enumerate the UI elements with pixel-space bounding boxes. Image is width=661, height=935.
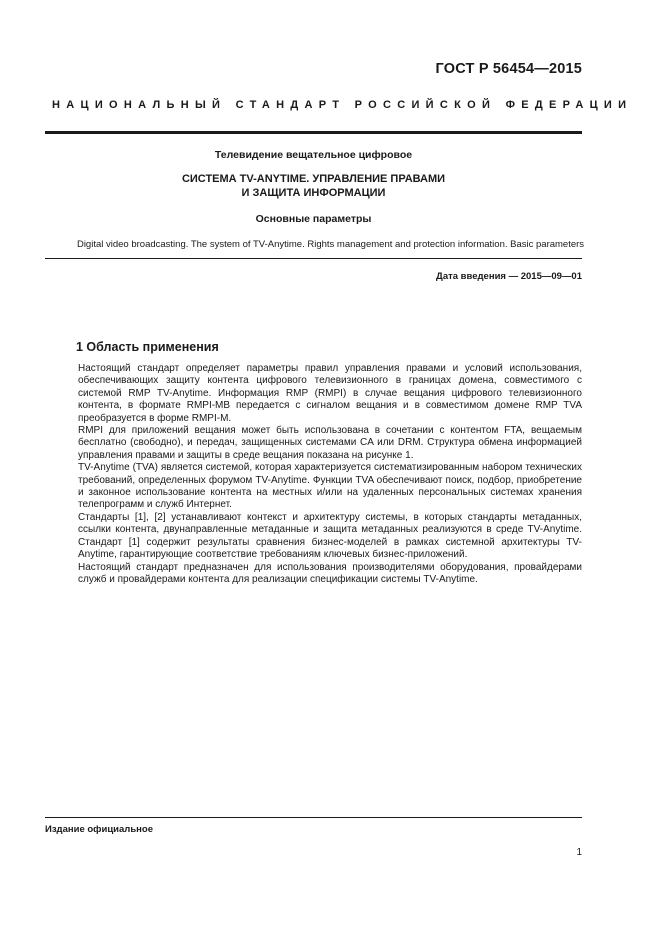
title-rule [45,258,582,259]
introduction-date: Дата введения — 2015—09—01 [436,271,582,282]
standard-number: ГОСТ Р 56454—2015 [435,61,582,77]
paragraph: Стандарты [1], [2] устанавливают контекст и архитектуру системы, в которых стандарты метаданных, ссылки контента, двунаправленные метаданные и защита метаданных реализуются в среде TV-Anytime. Стандарт [1] содержит результаты сравнения бизнес-моделей в рамках системной архитектуры TV-Anytime, гарантирующие соответствие требованиям ключевых бизнес-приложений. [78,511,582,561]
document-title [45,172,582,200]
basic-parameters-title: Основные параметры [255,213,372,225]
footer-rule [45,817,582,818]
section-heading: 1 Область применения [76,340,219,354]
section-body [78,363,582,586]
paragraph: TV-Anytime (TVA) является системой, которая характеризуется систематизированным набором технических требований, определенных форумом TV-Anytime. Функции TVA обеспечивают поиск, подбор, приобретение и законное использование контента на местных и/или на удаленных персональных системах хранения телепрограмм и служб Интернет. [78,462,582,511]
page-number: 1 [576,847,582,858]
document-title-line-2: И ЗАЩИТА ИНФОРМАЦИИ [241,187,386,199]
paragraph: Настоящий стандарт определяет параметры правил управления правами и условий использования, обеспечивающих защиту контента цифрового телевизионного в границах домена, совместимого с системой RMP TV-Anytime. Информация RMP (RMPI) в случае вещания цифрового телевизионного контента, в формате RMPI-MB передается с сигналом вещания и в совместимом домене RMP TVA преобразуется в форме RMPI-M. [78,363,582,424]
edition-label: Издание официальное [45,824,153,835]
header-rule [45,131,582,134]
document-subtitle: Телевидение вещательное цифровое [214,149,413,161]
paragraph: Настоящий стандарт предназначен для использования производителями оборудования, провайдерами служб и провайдерами контента для реализации спецификации системы TV-Anytime. [78,561,582,585]
paragraph: RMPI для приложений вещания может быть использована в сочетании с контентом FTA, вещаемым бесплатно (свободно), и передач, защищенных системами CA или DRM. Структура обмена информацией управления правами и защиты в среде вещания показана на рисунке 1. [78,425,582,461]
national-standard-heading: НАЦИОНАЛЬНЫЙ СТАНДАРТ РОССИЙСКОЙ ФЕДЕРАЦИИ [52,99,633,111]
english-title: Digital video broadcasting. The system of TV-Anytime. Rights management and protection information. Basic parameters [76,239,585,250]
document-title-line-1: СИСТЕМА TV-ANYTIME. УПРАВЛЕНИЕ ПРАВАМИ [181,173,446,185]
